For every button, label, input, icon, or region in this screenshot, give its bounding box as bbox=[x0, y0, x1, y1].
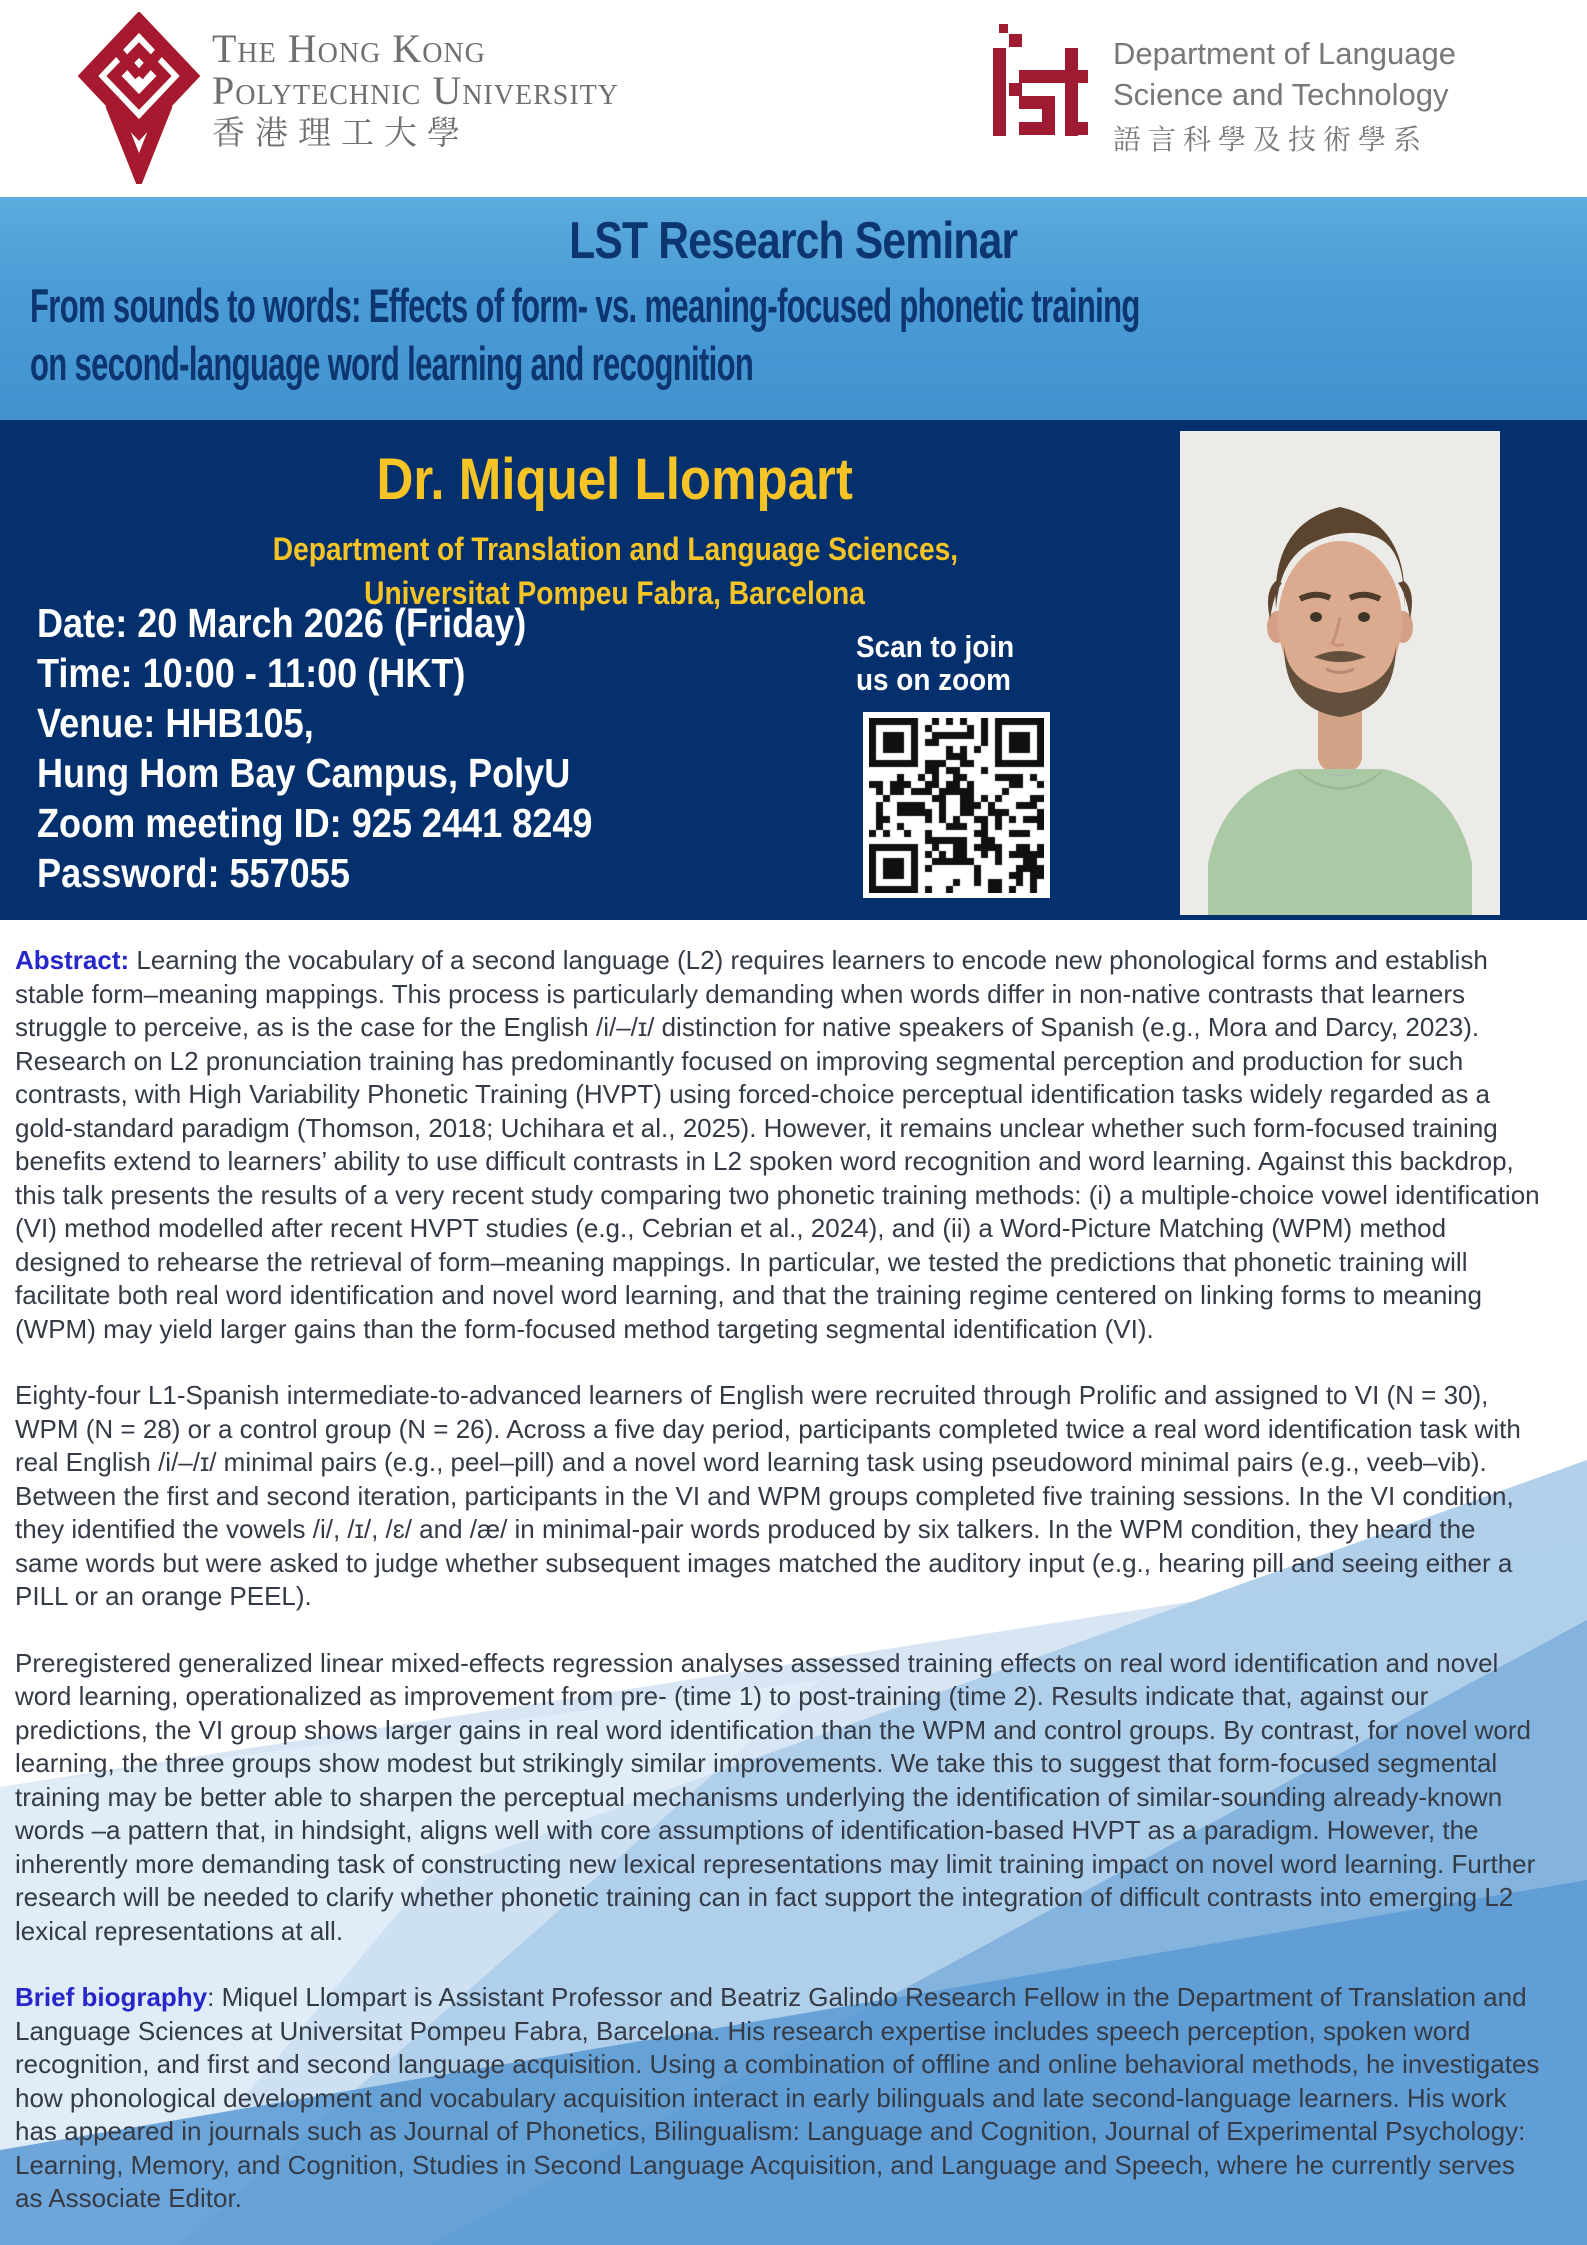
abstract-text-1: Learning the vocabulary of a second language (L2) requires learners to encode new phonological forms and establish stable form–meaning mappings. This process is particularly demanding when words differ in non-native contrasts that learners struggle to perceive, as is the case for the English /i/–/ɪ/ distinction for native speakers of Spanish (e.g., Mora and Darcy, 2023). Research on L2 pronunciation training has predominantly focused on improving segmental perception and production for such contrasts, with High Variability Phonetic Training (HVPT) using forced-choice perceptual identification tasks widely regarded as a gold-standard paradigm (Thomson, 2018; Uchihara et al., 2025). However, it remains unclear whether such form-focused training benefits extend to learners’ ability to use difficult contrasts in L2 spoken word recognition and word learning. Against this backdrop, this talk presents the results of a very recent study comparing two phonetic training methods: (i) a multiple-choice vowel identification (VI) method modelled after recent HVPT studies (e.g., Cebrian et al., 2024), and (ii) a Word-Picture Matching (WPM) method designed to rehearse the retrieval of form–meaning mappings. In particular, we tested the predictions that phonetic training will facilitate both real word identification and novel word learning, and that the training regime centered on linking forms to meaning (WPM) may yield larger gains than the form-focused method targeting segmental identification (VI). bbox=[15, 945, 1540, 1344]
abstract-paragraph-2 bbox=[15, 1379, 1543, 1614]
university-wordmark bbox=[212, 28, 619, 152]
bio-text: : Miquel Llompart is Assistant Professor and Beatriz Galindo Research Fellow in the Department of Translation and Language Sciences at Universitat Pompeu Fabra, Barcelona. His research expertise includes speech perception, spoken word recognition, and first and second language acquisition. Using a combination of offline and online behavioral methods, he investigates how phonological development and vocabulary acquisition interact in early bilinguals and late second-language learners. His work has appeared in journals such as Journal of Phonetics, Bilingualism: Language and Cognition, Journal of Experimental Psychology: Learning, Memory, and Cognition, Studies in Second Language Acquisition, and Language and Speech, where he currently serves as Associate Editor. bbox=[15, 1982, 1540, 2213]
event-details bbox=[37, 598, 668, 898]
body-copy bbox=[0, 920, 1587, 2216]
abstract-paragraph-1 bbox=[15, 944, 1543, 1346]
university-name-line1: The Hong Kong bbox=[212, 26, 486, 71]
bio-paragraph bbox=[15, 1981, 1543, 2216]
department-name-line2: Science and Technology bbox=[1113, 76, 1449, 112]
speaker-info-section bbox=[0, 420, 1587, 920]
seminar-series-heading: LST Research Seminar bbox=[569, 212, 1018, 270]
affiliation-line2: Universitat Pompeu Fabra, Barcelona bbox=[364, 575, 866, 611]
department-name-chinese: 語言科學及技術學系 bbox=[1113, 123, 1429, 155]
university-name-line2: Polytechnic University bbox=[212, 68, 619, 114]
abstract-text-3: Preregistered generalized linear mixed-effects regression analyses assessed training effects on real word identification and novel word learning, operationalized as improvement from pre- (time 1) to post-training (time 2). Results indicate that, against our predictions, the VI group shows larger gains in real word identification than the WPM and control groups. By contrast, for novel word learning, the three groups show modest but strikingly similar improvements. We take this to suggest that form-focused segmental training may be better able to sharpen the perceptual mechanisms underlying the identification of similar-sounding already-known words –a pattern that, in hindsight, aligns well with core assumptions of identification-based HVPT as a paradigm. However, the inherently more demanding task of constructing new lexical representations may limit training impact on novel word learning. Further research will be needed to clarify whether phonetic training can in fact support the integration of difficult contrasts into emerging L2 lexical representations at all. bbox=[15, 1647, 1536, 1946]
abstract-text-2: Eighty-four L1-Spanish intermediate-to-advanced learners of English were recruited through Prolific and assigned to VI (N = 30), WPM (N = 28) or a control group (N = 26). Across a five day period, participants completed twice a real word identification task with real English /i/–/ɪ/ minimal pairs (e.g., peel–pill) and a novel word learning task using pseudoword minimal pairs (e.g., veeb–vib). Between the first and second iteration, participants in the VI and WPM groups completed five training sessions. In the VI condition, they identified the vowels /i/, /ɪ/, /ɛ/ and /æ/ in minimal-pair words produced by six talkers. In the WPM condition, they heard the same words but were asked to judge whether subsequent images matched the auditory input (e.g., hearing pill and seeing either a PILL or an orange PEEL). bbox=[15, 1380, 1521, 1611]
speaker-block bbox=[0, 446, 1230, 615]
scan-caption-line1: Scan to join bbox=[856, 629, 1015, 664]
header bbox=[0, 0, 1587, 197]
talk-title-line2: on second-language word learning and recognition bbox=[30, 337, 754, 390]
zoom-meeting-id: Zoom meeting ID: 925 2441 8249 bbox=[37, 800, 593, 846]
speaker-photo bbox=[1180, 431, 1500, 915]
event-campus: Hung Hom Bay Campus, PolyU bbox=[37, 750, 571, 796]
department-wordmark bbox=[1113, 34, 1456, 159]
event-venue: Venue: HHB105, bbox=[37, 700, 314, 746]
scan-caption-line2: us on zoom bbox=[856, 662, 1011, 697]
lst-department-logo-icon bbox=[985, 22, 1097, 153]
zoom-password: Password: 557055 bbox=[37, 850, 350, 896]
talk-title-line1: From sounds to words: Effects of form- vs. meaning-focused phonetic training bbox=[30, 279, 1140, 332]
speaker-name: Dr. Miquel Llompart bbox=[376, 447, 854, 512]
bio-label: Brief biography bbox=[15, 1982, 208, 2012]
qr-code-canvas bbox=[869, 718, 1044, 893]
banner bbox=[0, 197, 1587, 420]
abstract-paragraph-3 bbox=[15, 1647, 1543, 1949]
event-time: Time: 10:00 - 11:00 (HKT) bbox=[37, 650, 466, 696]
talk-title bbox=[30, 277, 1587, 393]
affiliation-line1: Department of Translation and Language Sciences, bbox=[272, 531, 958, 567]
zoom-qr-code bbox=[863, 712, 1050, 898]
event-date: Date: 20 March 2026 (Friday) bbox=[37, 600, 527, 646]
university-name-chinese: 香港理工大學 bbox=[212, 115, 470, 152]
scan-caption bbox=[856, 630, 1066, 696]
abstract-section bbox=[0, 920, 1587, 2245]
department-name-line1: Department of Language bbox=[1113, 36, 1456, 71]
polyu-logo-icon bbox=[78, 12, 200, 189]
abstract-label: Abstract: bbox=[15, 945, 130, 975]
